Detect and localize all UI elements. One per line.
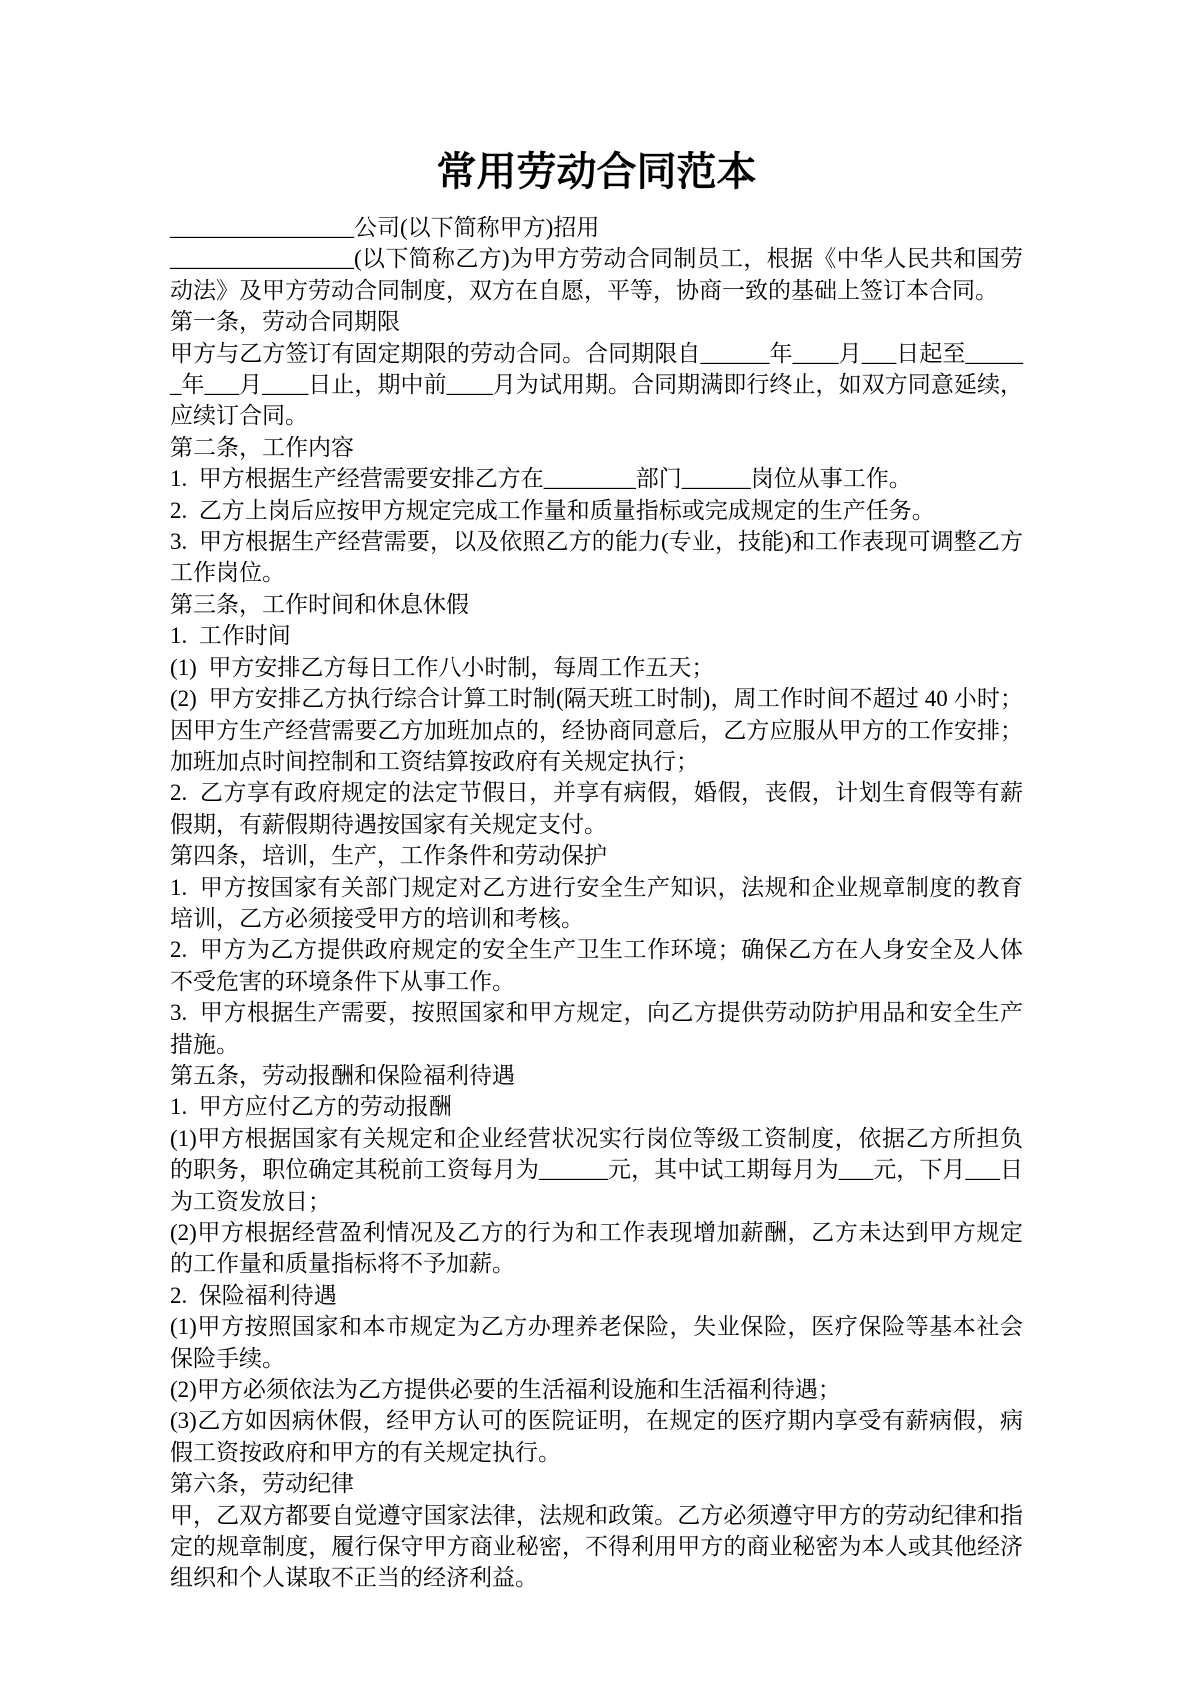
- paragraph: 3. 甲方根据生产经营需要，以及依照乙方的能力(专业，技能)和工作表现可调整乙方工作岗位。: [170, 529, 1023, 586]
- paragraph: ________________公司(以下简称甲方)招用: [170, 215, 600, 240]
- paragraph: (1) 甲方安排乙方每日工作八小时制，每周工作五天；: [170, 654, 715, 680]
- paragraph: 1. 工作时间: [170, 623, 291, 649]
- document-content: [170, 146, 1023, 1594]
- paragraph: 第四条，培训，生产，工作条件和劳动保护: [170, 843, 607, 869]
- paragraph: 第六条，劳动纪律: [170, 1471, 354, 1497]
- paragraph: 1. 甲方按国家有关部门规定对乙方进行安全生产知识，法规和企业规章制度的教育培训，乙方必须接受甲方的培训和考核。: [170, 874, 1023, 931]
- document-title: 常用劳动合同范本: [436, 149, 757, 194]
- paragraph: 2. 甲方为乙方提供政府规定的安全生产卫生工作环境；确保乙方在人身安全及人体不受危害的环境条件下从事工作。: [170, 937, 1023, 994]
- paragraph: (1)甲方根据国家有关规定和企业经营状况实行岗位等级工资制度，依据乙方所担负的职务，职位确定其税前工资每月为______元，其中试工期每月为___元，下月___日为工资发放日；: [170, 1125, 1023, 1214]
- paragraph: 2. 保险福利待遇: [170, 1282, 337, 1308]
- paragraph: 甲，乙双方都要自觉遵守国家法律，法规和政策。乙方必须遵守甲方的劳动纪律和指定的规章制度，履行保守甲方商业秘密，不得利用甲方的商业秘密为本人或其他经济组织和个人谋取不正当的经济利益。: [170, 1502, 1023, 1591]
- paragraph: (2)甲方根据经营盈利情况及乙方的行为和工作表现增加薪酬，乙方未达到甲方规定的工作量和质量指标将不予加薪。: [170, 1220, 1023, 1277]
- paragraph: 1. 甲方根据生产经营需要安排乙方在________部门______岗位从事工作。: [170, 466, 912, 492]
- paragraph: (3)乙方如因病休假，经甲方认可的医院证明，在规定的医疗期内享受有薪病假，病假工资按政府和甲方的有关规定执行。: [170, 1408, 1023, 1465]
- paragraph: 2. 乙方享有政府规定的法定节假日，并享有病假，婚假，丧假，计划生育假等有薪假期，有薪假期待遇按国家有关规定支付。: [170, 780, 1023, 837]
- document-body: [170, 212, 1023, 1594]
- paragraph: 甲方与乙方签订有固定期限的劳动合同。合同期限自______年____月___日起至______年___月____日止，期中前____月为试用期。合同期满即行终止，如双方同意延续，应续订合同。: [170, 340, 1023, 429]
- paragraph: 3. 甲方根据生产需要，按照国家和甲方规定，向乙方提供劳动防护用品和安全生产措施。: [170, 1000, 1023, 1057]
- paragraph: 第一条，劳动合同期限: [170, 309, 400, 335]
- paragraph: ________________(以下简称乙方)为甲方劳动合同制员工，根据《中华人民共和国劳动法》及甲方劳动合同制度，双方在自愿，平等，协商一致的基础上签订本合同。: [170, 246, 1023, 303]
- paragraph: 第五条，劳动报酬和保险福利待遇: [170, 1062, 515, 1088]
- paragraph: (2) 甲方安排乙方执行综合计算工时制(隔天班工时制)，周工作时间不超过 40 小时；因甲方生产经营需要乙方加班加点的，经协商同意后，乙方应服从甲方的工作安排；加班加点时间控制和工资结算按政府有关规定执行；: [170, 686, 1023, 774]
- paragraph: 1. 甲方应付乙方的劳动报酬: [170, 1094, 452, 1120]
- paragraph: (1)甲方按照国家和本市规定为乙方办理养老保险，失业保险，医疗保险等基本社会保险手续。: [170, 1314, 1023, 1371]
- paragraph: 2. 乙方上岗后应按甲方规定完成工作量和质量指标或完成规定的生产任务。: [170, 497, 935, 523]
- paragraph: 第二条，工作内容: [170, 434, 354, 460]
- paragraph: 第三条，工作时间和休息休假: [170, 591, 469, 617]
- paragraph: (2)甲方必须依法为乙方提供必要的生活福利设施和生活福利待遇；: [170, 1377, 841, 1403]
